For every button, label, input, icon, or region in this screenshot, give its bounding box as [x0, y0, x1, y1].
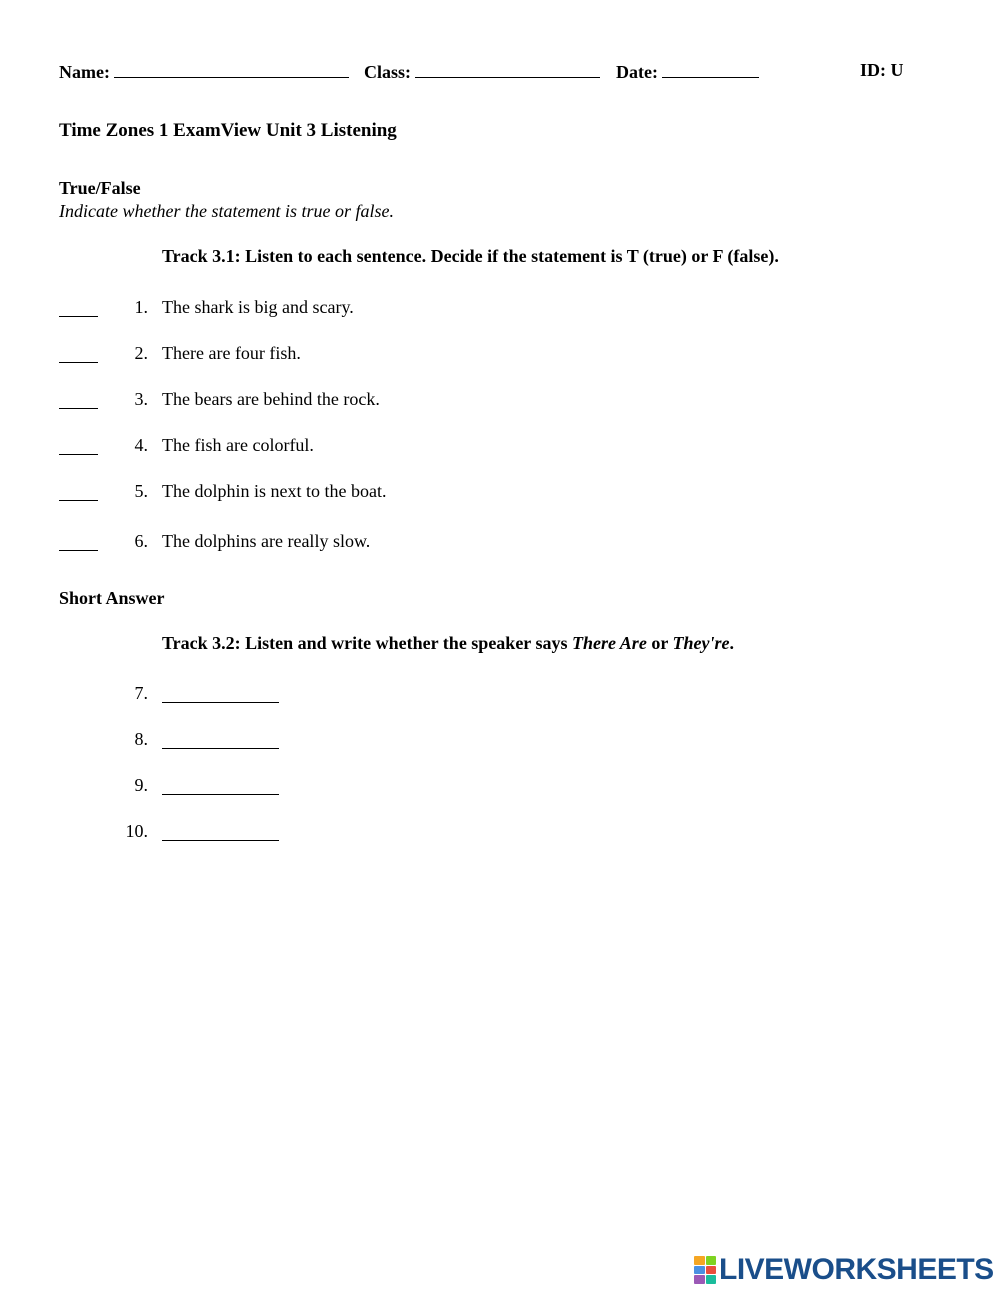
- name-field: [59, 60, 349, 83]
- question-text: The fish are colorful.: [162, 435, 314, 455]
- answer-blank[interactable]: [59, 316, 98, 317]
- date-label: Date:: [616, 62, 658, 82]
- answer-blank[interactable]: [59, 408, 98, 409]
- date-blank[interactable]: [662, 60, 759, 78]
- class-label: Class:: [364, 62, 412, 82]
- question-text: The shark is big and scary.: [162, 297, 354, 317]
- answer-line[interactable]: [162, 748, 279, 749]
- page-title: Time Zones 1 ExamView Unit 3 Listening: [59, 120, 397, 141]
- question-number: 5.: [134, 481, 148, 501]
- answer-blank[interactable]: [59, 454, 98, 455]
- question-number: 8.: [134, 729, 148, 749]
- question-number: 2.: [134, 343, 148, 363]
- track-3-2-instruction: [162, 633, 734, 654]
- question-number: 1.: [134, 297, 148, 317]
- answer-blank[interactable]: [59, 500, 98, 501]
- answer-line[interactable]: [162, 794, 279, 795]
- logo-cube-icon: [694, 1256, 716, 1284]
- true-false-instruction: Indicate whether the statement is true or false.: [59, 201, 394, 221]
- answer-blank[interactable]: [59, 362, 98, 363]
- name-blank[interactable]: [114, 60, 349, 78]
- logo-text: LIVEWORKSHEETS: [719, 1253, 994, 1286]
- answer-line[interactable]: [162, 840, 279, 841]
- question-number: 3.: [134, 389, 148, 409]
- question-text: The dolphin is next to the boat.: [162, 481, 387, 501]
- question-number: 9.: [134, 775, 148, 795]
- answer-blank[interactable]: [59, 550, 98, 551]
- question-text: The dolphins are really slow.: [162, 531, 371, 551]
- question-number: 7.: [134, 683, 148, 703]
- track-option-there-are: There Are: [571, 633, 647, 653]
- class-blank[interactable]: [415, 60, 600, 78]
- track-prefix: Track 3.2: Listen and write whether the speaker says: [162, 633, 572, 653]
- question-number: 4.: [134, 435, 148, 455]
- true-false-heading: True/False: [59, 178, 141, 198]
- track-3-1-instruction: Track 3.1: Listen to each sentence. Decide if the statement is T (true) or F (false).: [162, 246, 779, 266]
- question-number: 10.: [125, 821, 148, 841]
- class-field: [364, 60, 600, 83]
- name-label: Name:: [59, 62, 110, 82]
- track-suffix: .: [729, 633, 734, 653]
- track-middle: or: [646, 633, 673, 653]
- liveworksheets-logo: [694, 1253, 994, 1287]
- answer-line[interactable]: [162, 702, 279, 703]
- short-answer-heading: Short Answer: [59, 588, 165, 608]
- question-number: 6.: [134, 531, 148, 551]
- id-label: ID: U: [860, 60, 904, 80]
- question-text: The bears are behind the rock.: [162, 389, 380, 409]
- track-option-theyre: They're: [672, 633, 730, 653]
- question-text: There are four fish.: [162, 343, 301, 363]
- date-field: [616, 60, 759, 83]
